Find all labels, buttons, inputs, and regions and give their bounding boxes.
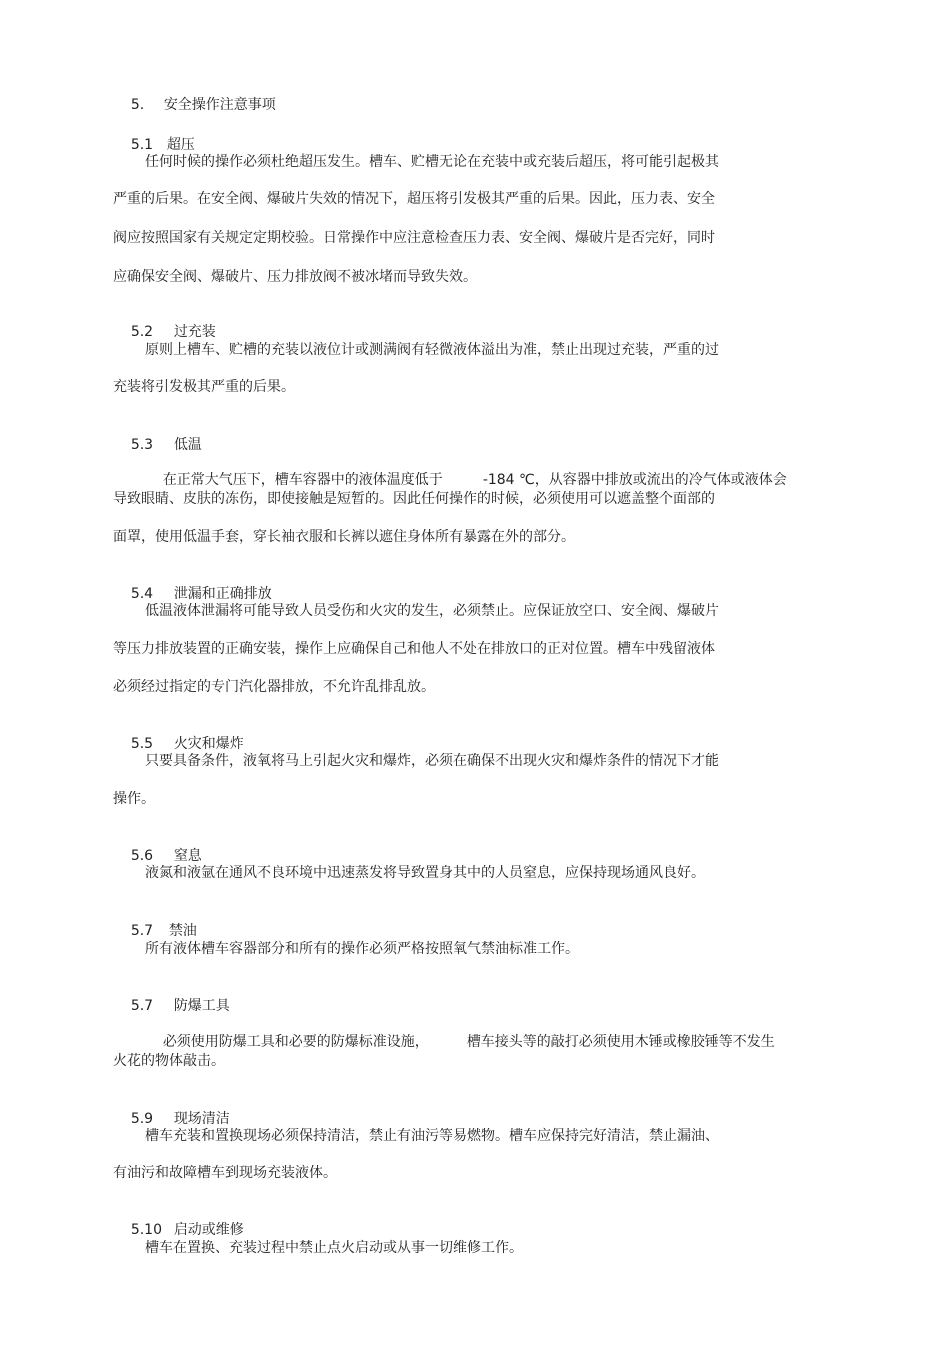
section-number: 5.1 (130, 137, 154, 153)
section-title: 过充装 (173, 324, 216, 340)
paragraph-line: 充装将引发极其严重的后果。 (113, 379, 295, 395)
section-title: 窒息 (173, 848, 202, 864)
section-number: 5.10 (130, 1222, 162, 1238)
paragraph-line: 火花的物体敲击。 (113, 1053, 225, 1069)
paragraph-line: 低温液体泄漏将可能导致人员受伤和火灾的发生，必须禁止。应保证放空口、安全阀、爆破片 (145, 603, 719, 619)
text-segment: 槽车接头等的敲打必须使用木锤或橡胶锤等不发生 (466, 1034, 775, 1050)
paragraph-line: 只要具备条件，液氧将马上引起火灾和爆炸，必须在确保不出现火灾和爆炸条件的情况下才能 (145, 753, 719, 769)
paragraph-line: 原则上槽车、贮槽的充装以液位计或测满阀有轻微液体溢出为准，禁止出现过充装，严重的过 (145, 342, 719, 358)
section-title: 火灾和爆炸 (173, 736, 244, 752)
section-number: 5.4 (130, 586, 154, 602)
section-number: 5.2 (130, 324, 154, 340)
text-segment: -184 ℃，从容器中排放或流出的冷气体或液体会 (482, 472, 787, 488)
section-number: 5.7 (130, 923, 154, 939)
paragraph-line (145, 1015, 775, 1069)
paragraph-line: 应确保安全阀、爆破片、压力排放阀不被冰堵而导致失效。 (113, 269, 477, 285)
section-title: 禁油 (168, 923, 197, 939)
paragraph-line: 等压力排放装置的正确安装，操作上应确保自己和他人不处在排放口的正对位置。槽车中残留液体 (113, 641, 715, 657)
section-title: 防爆工具 (173, 998, 230, 1014)
heading-number: 5. (130, 97, 145, 113)
paragraph-line: 所有液体槽车容器部分和所有的操作必须严格按照氧气禁油标准工作。 (145, 941, 579, 957)
section-title: 启动或维修 (173, 1222, 244, 1238)
paragraph-line: 液氮和液氩在通风不良环境中迅速蒸发将导致置身其中的人员窒息，应保持现场通风良好。 (145, 865, 705, 881)
paragraph-line: 有油污和故障槽车到现场充装液体。 (113, 1165, 337, 1181)
text-segment: 在正常大气压下，槽车容器中的液体温度低于 (162, 472, 443, 488)
section-title: 超压 (166, 137, 195, 153)
section-title: 低温 (173, 437, 202, 453)
section-title: 现场清洁 (173, 1111, 230, 1127)
section-number: 5.5 (130, 736, 154, 752)
section-number: 5.6 (130, 848, 154, 864)
paragraph-line: 必须经过指定的专门汽化器排放，不允许乱排乱放。 (113, 679, 435, 695)
section-title: 泄漏和正确排放 (173, 586, 272, 602)
section-number: 5.7 (130, 998, 154, 1014)
paragraph-line: 槽车在置换、充装过程中禁止点火启动或从事一切维修工作。 (145, 1240, 523, 1256)
paragraph-line: 严重的后果。在安全阀、爆破片失效的情况下，超压将引发极其严重的后果。因此，压力表、安全 (113, 191, 715, 207)
heading-title: 安全操作注意事项 (163, 97, 276, 113)
paragraph-line: 任何时候的操作必须杜绝超压发生。槽车、贮槽无论在充装中或充装后超压，将可能引起极其 (145, 154, 719, 170)
section-number: 5.9 (130, 1111, 154, 1127)
paragraph-line: 面罩，使用低温手套，穿长袖衣服和长裤以遮住身体所有暴露在外的部分。 (113, 529, 575, 545)
paragraph-line: 槽车充装和置换现场必须保持清洁，禁止有油污等易燃物。槽车应保持完好清洁，禁止漏油、 (145, 1128, 719, 1144)
paragraph-line: 导致眼睛、皮肤的冻伤，即使接触是短暂的。因此任何操作的时候，必须使用可以遮盖整个面部的 (113, 491, 715, 507)
section-number: 5.3 (130, 437, 154, 453)
paragraph-line: 操作。 (113, 791, 155, 807)
paragraph-line: 阀应按照国家有关规定定期校验。日常操作中应注意检查压力表、安全阀、爆破片是否完好，同时 (113, 230, 715, 246)
text-segment: 必须使用防爆工具和必要的防爆标准设施， (162, 1034, 429, 1050)
